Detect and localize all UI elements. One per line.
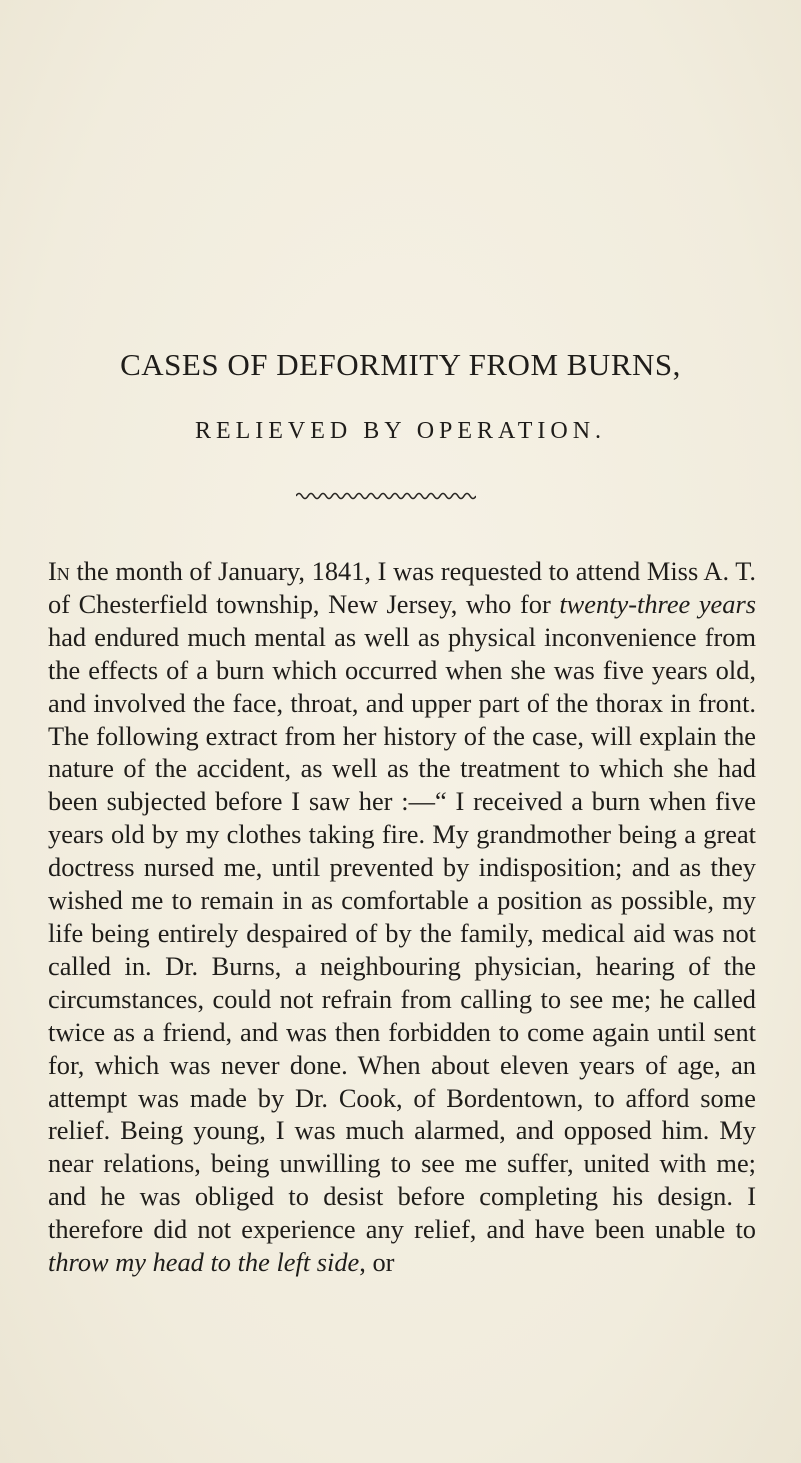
chapter-title: CASES OF DEFORMITY FROM BURNS, bbox=[120, 347, 681, 382]
text-segment: had endured much mental as well as physical inconvenience from the effects of a burn which occurred when she was five years old, and involved the face, throat, and upper part of the thorax in front. The following extract from her history of the case, will explain the nature of the accident, as well as the treatment to which she had been subjected before I saw her :—“ I received a burn when five years old by my clothes taking fire. My grandmother being a great doctress nursed me, until prevented by indisposition; and as they wished me to remain in as comfortable a position as possible, my life being entirely despaired of by the family, medical aid was not called in. Dr. Burns, a neighbouring physician, hearing of the circumstances, could not refrain from calling to see me; he called twice as a friend, and was then forbidden to come again until sent for, which was never done. When about eleven years of age, an attempt was made by Dr. Cook, of Bordentown, to afford some relief. Being young, I was much alarmed, and opposed him. My near relations, being unwilling to see me suffer, united with me; and he was obliged to desist before completing his design. I therefore did not experience any relief, and have been unable to bbox=[48, 621, 756, 1245]
opening-word: In bbox=[48, 556, 70, 586]
wavy-rule-ornament bbox=[296, 490, 476, 502]
text-segment: , or bbox=[359, 1247, 395, 1278]
text-segment: the month of January, 1841, I was requested to attend Miss A. T. of Chesterfield township, New Jersey, who for bbox=[48, 556, 756, 619]
body-paragraph bbox=[48, 555, 756, 1279]
italic-phrase: throw my head to the left side bbox=[48, 1247, 360, 1278]
paragraph-text bbox=[48, 555, 756, 1279]
chapter-subtitle: RELIEVED BY OPERATION. bbox=[194, 418, 607, 444]
italic-phrase: twenty-three years bbox=[559, 588, 756, 619]
